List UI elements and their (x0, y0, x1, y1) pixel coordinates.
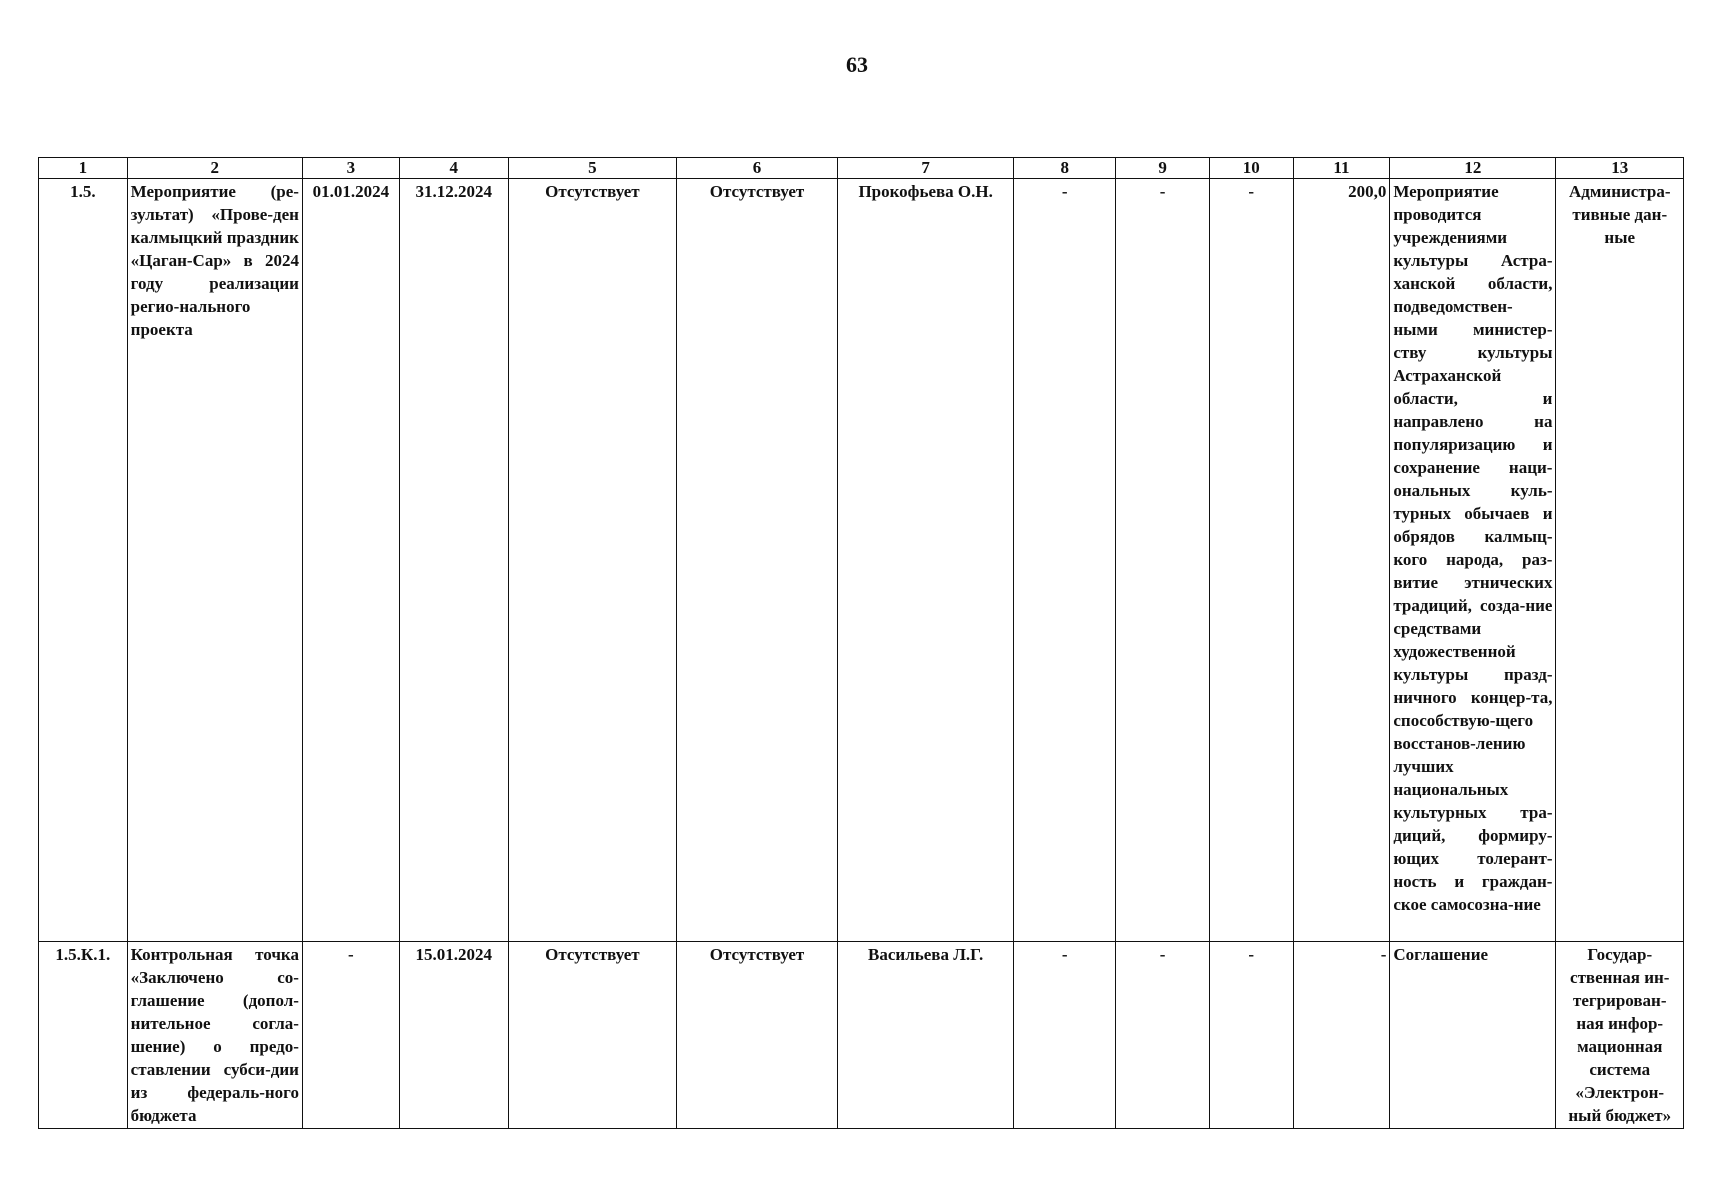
col-header-4: 4 (399, 158, 508, 179)
page-number: 63 (846, 52, 868, 77)
end-date: 31.12.2024 (399, 179, 508, 942)
row-number: 1.5. (39, 179, 128, 942)
col-header-9: 9 (1116, 158, 1210, 179)
col-header-12: 12 (1390, 158, 1556, 179)
col-header-10: 10 (1209, 158, 1293, 179)
row-number: 1.5.К.1. (39, 942, 128, 1129)
column-9-value: - (1116, 179, 1210, 942)
data-source: Государ-ственная ин-тегрирован-ная инфор-мационная система «Электрон-ный бюджет» (1556, 942, 1684, 1129)
start-date: - (302, 942, 399, 1129)
col-header-11: 11 (1293, 158, 1390, 179)
activity-name: Мероприятие (ре-зультат) «Прове-ден калмыцкий праздник «Цаган-Сар» в 2024 году реализации регио-нального проекта (127, 179, 302, 942)
table-row (39, 179, 1684, 942)
column-5-value: Отсутствует (508, 179, 676, 942)
column-5-value: Отсутствует (508, 942, 676, 1129)
activity-description: Мероприятие проводится учреждениями культуры Астра-ханской области, подведомствен-ными министер-ству культуры Астраханской области, и направлено на популяризацию и сохранение наци-ональных куль-турных обычаев и обрядов калмыц-кого народа, раз-витие этнических традиций, созда-ние средствами художественной культуры празд-ничного концер-та, способствую-щего восстанов-лению лучших национальных культурных тра-диций, формиру-ющих толерант-ность и граждан-ское самосозна-ние (1390, 179, 1556, 942)
column-10-value: - (1209, 179, 1293, 942)
col-header-8: 8 (1014, 158, 1116, 179)
funding-amount: 200,0 (1293, 179, 1390, 942)
col-header-5: 5 (508, 158, 676, 179)
responsible-person: Васильева Л.Г. (838, 942, 1014, 1129)
column-number-row (39, 158, 1684, 179)
col-header-2: 2 (127, 158, 302, 179)
funding-amount: - (1293, 942, 1390, 1129)
column-8-value: - (1014, 942, 1116, 1129)
data-source: Администра-тивные дан-ные (1556, 179, 1684, 942)
column-6-value: Отсутствует (676, 179, 837, 942)
col-header-13: 13 (1556, 158, 1684, 179)
col-header-6: 6 (676, 158, 837, 179)
column-9-value: - (1116, 942, 1210, 1129)
column-10-value: - (1209, 942, 1293, 1129)
col-header-3: 3 (302, 158, 399, 179)
end-date: 15.01.2024 (399, 942, 508, 1129)
col-header-1: 1 (39, 158, 128, 179)
responsible-person: Прокофьева О.Н. (838, 179, 1014, 942)
column-6-value: Отсутствует (676, 942, 837, 1129)
activity-name: Контрольная точка «Заключено со-глашение (допол-нительное согла-шение) о предо-ставлении субси-дии из федераль-ного бюджета (127, 942, 302, 1129)
col-header-7: 7 (838, 158, 1014, 179)
activities-table (38, 157, 1684, 1129)
table-row (39, 942, 1684, 1129)
activity-description: Соглашение (1390, 942, 1556, 1129)
start-date: 01.01.2024 (302, 179, 399, 942)
column-8-value: - (1014, 179, 1116, 942)
